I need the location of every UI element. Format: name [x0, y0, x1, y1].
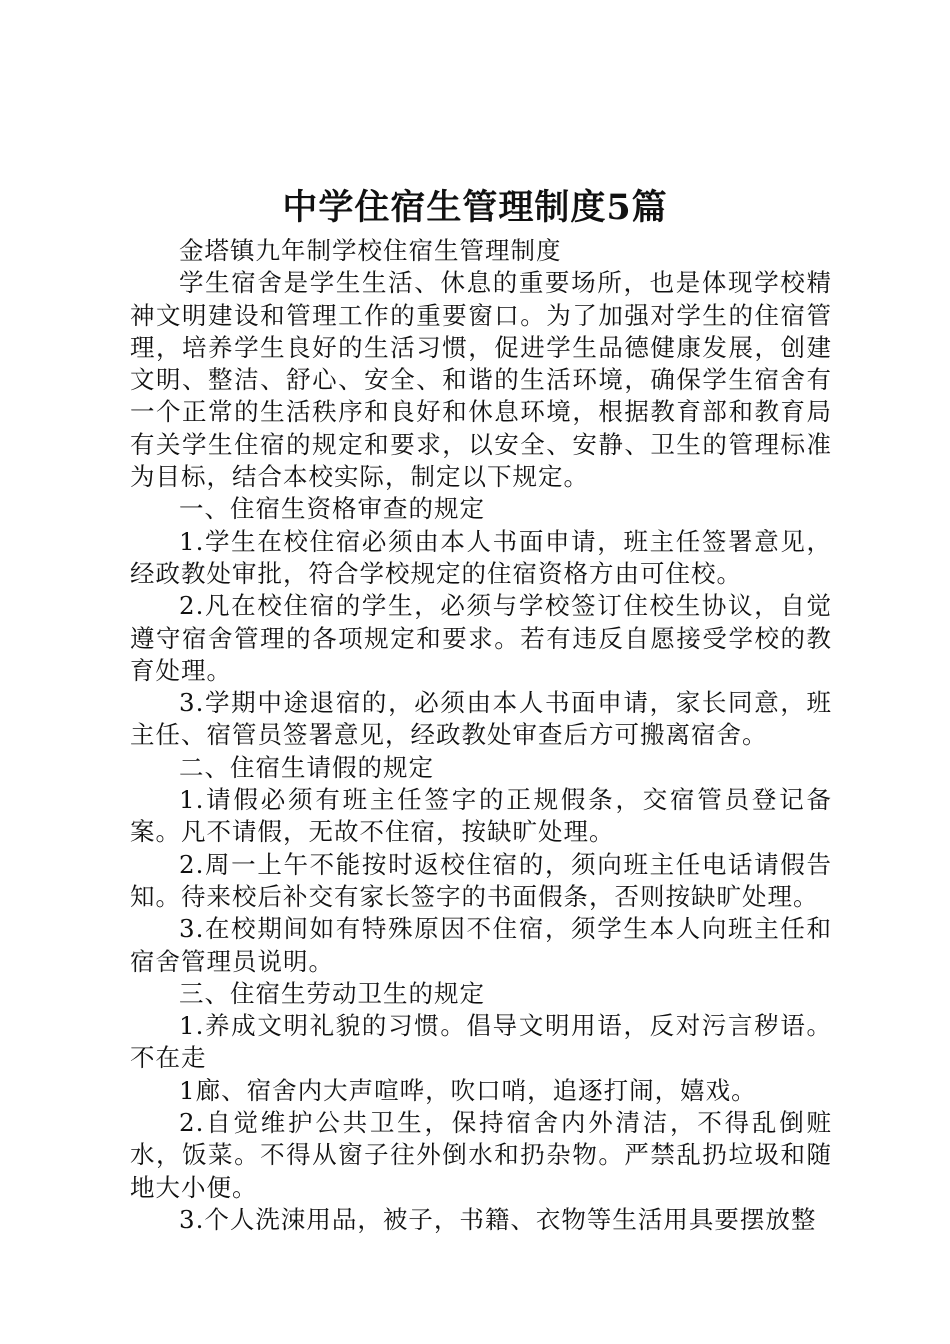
paragraph-item: 2.自觉维护公共卫生，保持宿舍内外清洁，不得乱倒赃水，饭菜。不得从窗子往外倒水和扔杂物。严禁乱扔垃圾和随地大小便。: [130, 1108, 832, 1202]
paragraph-item: 1廊、宿舍内大声喧哗，吹口哨，追逐打闹，嬉戏。: [179, 1075, 757, 1105]
paragraph-item: 1.养成文明礼貌的习惯。倡导文明用语，反对污言秽语。不在走: [130, 1011, 832, 1073]
paragraph-item: 1.学生在校住宿必须由本人书面申请，班主任签署意见，经政教处审批，符合学校规定的住宿资格方由可住校。: [130, 526, 832, 588]
paragraph-item: 2.周一上午不能按时返校住宿的，须向班主任电话请假告知。待来校后补交有家长签字的书面假条，否则按缺旷处理。: [130, 849, 832, 911]
document-title: 中学住宿生管理制度5篇: [282, 187, 668, 228]
section-heading-3: 三、住宿生劳动卫生的规定: [179, 978, 485, 1008]
paragraph-item: 3.在校期间如有特殊原因不住宿，须学生本人向班主任和宿舍管理员说明。: [130, 914, 832, 976]
paragraph-item: 3.学期中途退宿的，必须由本人书面申请，家长同意，班主任、宿管员签署意见，经政教处审查后方可搬离宿舍。: [130, 688, 832, 750]
paragraph-item: 2.凡在校住宿的学生，必须与学校签订住校生协议，自觉遵守宿舍管理的各项规定和要求。若有违反自愿接受学校的教育处理。: [130, 591, 832, 685]
section-heading-2: 二、住宿生请假的规定: [179, 752, 434, 782]
paragraph-intro: 学生宿舍是学生生活、休息的重要场所，也是体现学校精神文明建设和管理工作的重要窗口。为了加强对学生的住宿管理，培养学生良好的生活习惯，促进学生品德健康发展，创建文明、整洁、舒心、安全、和谐的生活环境，确保学生宿舍有一个正常的生活秩序和良好和休息环境，根据教育部和教育局有关学生住宿的规定和要求，以安全、安静、卫生的管理标准为目标，结合本校实际，制定以下规定。: [130, 268, 832, 492]
document-body: [130, 235, 832, 1236]
paragraph-item: 3.个人洗涑用品，被子，书籍、衣物等生活用具要摆放整: [179, 1204, 817, 1234]
paragraph-item: 1.请假必须有班主任签字的正规假条，交宿管员登记备案。凡不请假，无故不住宿，按缺旷处理。: [130, 785, 832, 847]
paragraph-subtitle: 金塔镇九年制学校住宿生管理制度: [179, 236, 562, 265]
section-heading-1: 一、住宿生资格审查的规定: [179, 494, 485, 524]
